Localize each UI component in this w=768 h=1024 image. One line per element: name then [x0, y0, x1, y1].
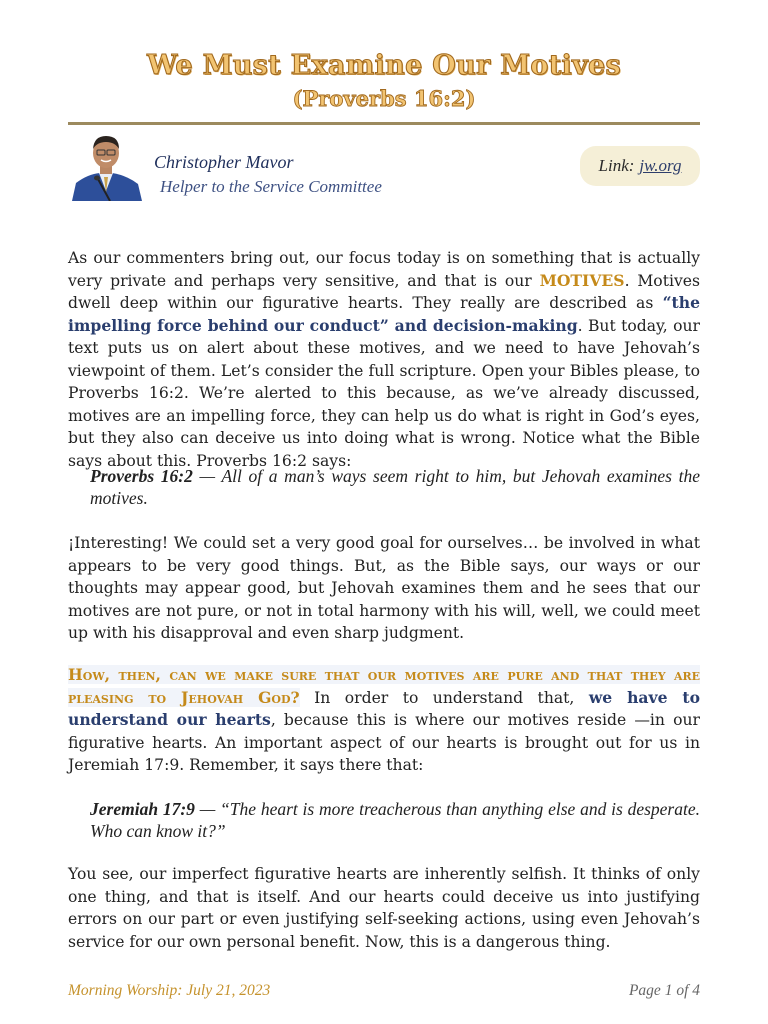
scripture-quote-proverbs — [90, 465, 700, 509]
jw-org-link[interactable]: jw.org — [639, 156, 682, 175]
paragraph-1-text-a: As our commenters bring out, our focus today is on something that is actually very private and perhaps very sensitive, and that is our — [68, 249, 700, 290]
author-photo — [68, 131, 144, 201]
scripture-text-jeremiah: — “The heart is more treacherous than anything else and is desperate. Who can know it?” — [90, 799, 700, 841]
page-title: We Must Examine Our Motives — [146, 50, 622, 81]
footer-date: Morning Worship: July 21, 2023 — [68, 982, 271, 999]
page-number: Page 1 of 4 — [628, 982, 700, 999]
scripture-ref-jeremiah: Jeremiah 17:9 — [90, 799, 195, 819]
paragraph-3-text-a: In order to understand that, — [299, 688, 589, 707]
author-name: Christopher Mavor — [154, 152, 294, 172]
paragraph-1-text-b: . Motives dwell deep within our figurative hearts. They really are described as — [68, 271, 700, 312]
scripture-ref-proverbs: Proverbs 16:2 — [90, 466, 193, 486]
paragraph-3 — [68, 664, 700, 777]
paragraph-1-text-c: . But today, our text puts us on alert about these motives, and we need to have Jehovah’s viewpoint of them. Let’s consider the full scripture. Open your Bibles please, to Proverbs 16:2. We’re alerted to this because, as we’ve already discussed, motives are an impelling force, they can help us do what is right in God’s eyes, but they also can deceive us into doing what is wrong. Notice what the Bible says about this. Proverbs 16:2 says: — [68, 316, 700, 470]
paragraph-1 — [68, 247, 700, 472]
motives-definition: “the impelling force behind our conduct” and decision-making — [68, 293, 700, 335]
title-divider — [68, 122, 700, 125]
key-question: How, then, can we make sure that our motives are pure and that they are pleasing to Jehovah God? — [68, 665, 700, 707]
motives-keyword: MOTIVES — [539, 270, 625, 290]
scripture-quote-jeremiah — [90, 798, 700, 842]
paragraph-2: ¡Interesting! We could set a very good goal for ourselves… be involved in what appears to be very good things. But, as the Bible says, our ways or our thoughts may appear good, but Jehovah examines them and he sees that our motives are not pure, or not in total harmony with his will, well, we could meet up with his disapproval and even sharp judgment. — [68, 534, 700, 642]
link-label: Link: — [598, 156, 635, 175]
paragraph-4: You see, our imperfect figurative hearts are inherently selfish. It thinks of only one thing, and that is itself. And our hearts could deceive us into justifying errors on our part or even justifying self-seeking actions, using even Jehovah’s service for our own personal benefit. Now, this is a dangerous thing. — [68, 865, 700, 951]
author-role: Helper to the Service Committee — [160, 177, 382, 196]
page-subtitle: (Proverbs 16:2) — [292, 86, 476, 111]
scripture-text-proverbs: — All of a man’s ways seem right to him, but Jehovah examines the motives. — [90, 466, 700, 508]
link-box — [580, 146, 700, 186]
understand-hearts-emphasis: we have to understand our hearts — [68, 687, 701, 729]
paragraph-3-text-b: , because this is where our motives reside —in our figurative hearts. An important aspect of our hearts is brought out for us in Jeremiah 17:9. Remember, it says there that: — [68, 711, 700, 774]
